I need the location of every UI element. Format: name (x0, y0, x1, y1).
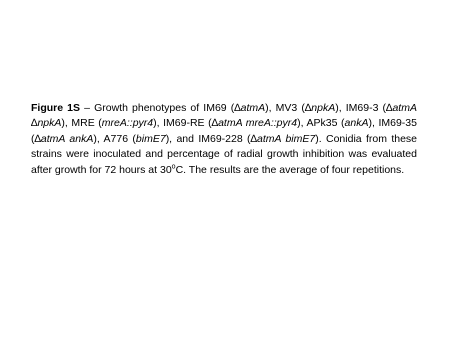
caption-text-run: ), IM69-35 (∆ (31, 117, 417, 145)
caption-text-run: ), IM69-RE (∆ (153, 117, 219, 130)
caption-text-run: ), MRE ( (61, 117, 102, 130)
caption-text-run: ), and IM69-228 (∆ (165, 132, 257, 145)
caption-text-run: – Growth phenotypes of IM69 (∆ (80, 102, 241, 114)
caption-italic-run: mreA::pyr4 (101, 117, 154, 130)
caption-italic-run: atmA bimE7 (256, 132, 316, 145)
caption-text-run: ∆ (31, 117, 38, 130)
caption-text-run: ), APk35 ( (297, 117, 345, 130)
caption-text-run: ). Conidia from these strains were inoculated and percentage of radial growth inhibition was evaluated after growth for 72 hours at 30 (31, 132, 418, 176)
caption-italic-run: atmA (240, 102, 266, 114)
caption-body (31, 102, 417, 176)
caption-italic-run: npkA (37, 117, 62, 130)
caption-italic-run: atmA mreA::pyr4 (218, 117, 298, 130)
figure-label: Figure 1S (31, 102, 81, 114)
caption-superscript: o (171, 163, 176, 171)
caption-text-run: ), IM69-3 (∆ (335, 102, 393, 114)
figure-caption (31, 101, 417, 178)
caption-italic-run: ankA (344, 117, 369, 130)
caption-italic-run: atmA ankA (40, 132, 94, 145)
caption-text-run: C. The results are the average of four repetitions. (175, 163, 405, 176)
caption-text-run: ), MV3 (∆ (265, 102, 312, 114)
caption-italic-run: atmA (392, 102, 417, 114)
caption-italic-run: bimE7 (135, 132, 166, 145)
caption-italic-run: npkA (311, 102, 336, 114)
caption-text-run: ), A776 ( (93, 132, 136, 145)
